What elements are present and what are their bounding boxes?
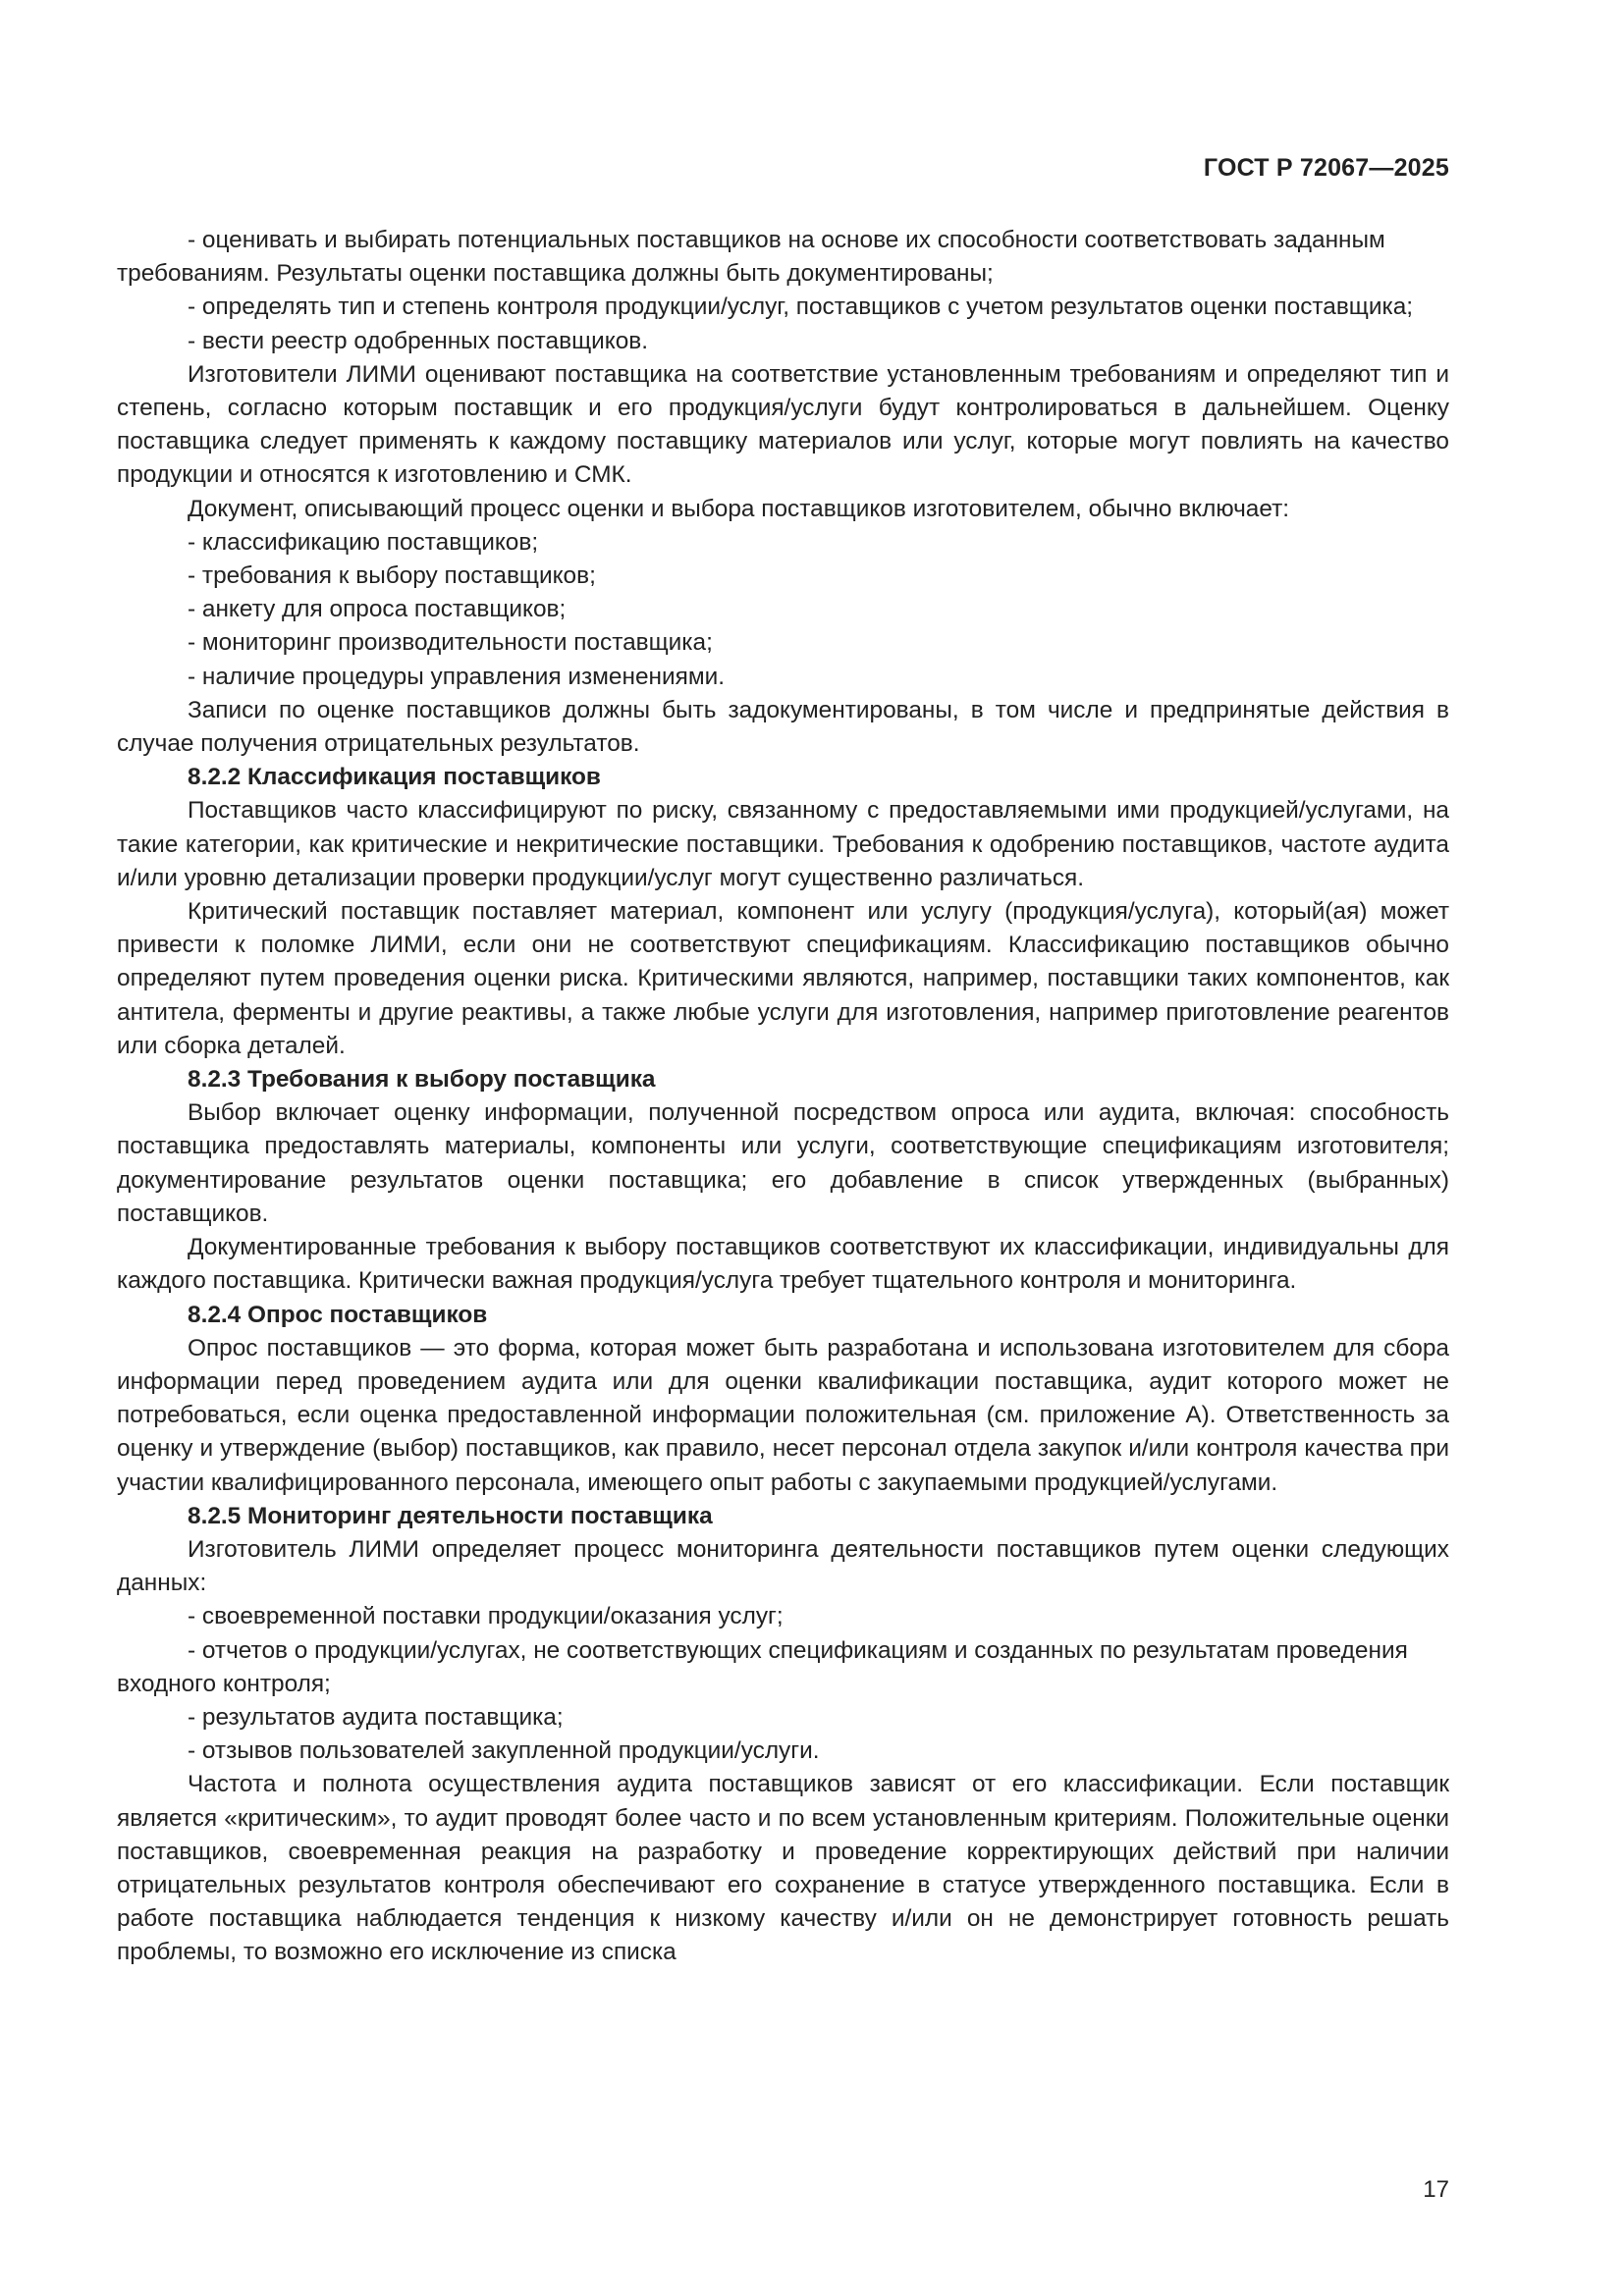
- paragraph: Частота и полнота осуществления аудита поставщиков зависят от его классификации. Если поставщик является «критическим», то аудит проводят более часто и по всем установленным критериям. Положительные оценки поставщиков, своевременная реакция на разработку и проведение корректирующих действий при наличии отрицательных результатов контроля обеспечивают его сохранение в статусе утвержденного поставщика. Если в работе поставщика наблюдается тенденция к низкому качеству и/или он не демонстрирует готовность решать проблемы, то возможно его исключение из списка: [117, 1771, 1449, 1966]
- paragraph: Поставщиков часто классифицируют по риску, связанному с предоставляемыми ими продукцией/услугами, на такие категории, как критические и некритические поставщики. Требования к одобрению поставщиков, частоте аудита и/или уровню детализации проверки продукции/услуг могут существенно различаться.: [117, 797, 1449, 891]
- list-item: - классификацию поставщиков;: [188, 528, 539, 556]
- section-heading: 8.2.4 Опрос поставщиков: [188, 1301, 488, 1328]
- list-item: - определять тип и степень контроля продукции/услуг, поставщиков с учетом результатов оценки поставщика;: [188, 294, 1414, 321]
- list-item: - вести реестр одобренных поставщиков.: [188, 327, 649, 354]
- section-heading: 8.2.3 Требования к выбору поставщика: [188, 1066, 656, 1094]
- list-item: - требования к выбору поставщиков;: [188, 562, 596, 590]
- paragraph: Изготовители ЛИМИ оценивают поставщика на соответствие установленным требованиям и определяют тип и степень, согласно которым поставщик и его продукция/услуги будут контролироваться в дальнейшем. Оценку поставщика следует применять к каждому поставщику материалов или услуг, которые могут повлиять на качество продукции и относятся к изготовлению и СМК.: [117, 360, 1449, 489]
- list-item: - мониторинг производительности поставщика;: [188, 629, 713, 657]
- list-item: - оценивать и выбирать потенциальных поставщиков на основе их способности соответствовать заданным требованиям. Результаты оценки поставщика должны быть документированы;: [117, 227, 1385, 288]
- list-item: - результатов аудита поставщика;: [188, 1703, 564, 1731]
- paragraph: Изготовитель ЛИМИ определяет процесс мониторинга деятельности поставщиков путем оценки следующих данных:: [117, 1535, 1449, 1597]
- paragraph: Документированные требования к выбору поставщиков соответствуют их классификации, индивидуальны для каждого поставщика. Критически важная продукция/услуга требует тщательного контроля и мониторинга.: [117, 1234, 1449, 1295]
- paragraph: Записи по оценке поставщиков должны быть задокументированы, в том числе и предпринятые действия в случае получения отрицательных результатов.: [117, 696, 1449, 758]
- paragraph: Опрос поставщиков — это форма, которая может быть разработана и использована изготовителем для сбора информации перед проведением аудита или для оценки квалификации поставщика, аудит которого может не потребоваться, если оценка предоставленной информации положительная (см. приложение А). Ответственность за оценку и утверждение (выбор) поставщиков, как правило, несет персонал отдела закупок и/или контроля качества при участии квалифицированного персонала, имеющего опыт работы с закупаемыми продукцией/услугами.: [117, 1334, 1449, 1496]
- list-item: - анкету для опроса поставщиков;: [188, 596, 567, 623]
- standard-header: ГОСТ Р 72067—2025: [1203, 154, 1449, 182]
- list-item: - отзывов пользователей закупленной продукции/услуги.: [188, 1737, 820, 1765]
- section-heading: 8.2.5 Мониторинг деятельности поставщика: [188, 1502, 713, 1529]
- paragraph: Выбор включает оценку информации, полученной посредством опроса или аудита, включая: способность поставщика предоставлять материалы, компоненты или услуги, соответствующие спецификациям изготовителя; документирование результатов оценки поставщика; его добавление в список утвержденных (выбранных) поставщиков.: [117, 1099, 1449, 1227]
- paragraph: Критический поставщик поставляет материал, компонент или услугу (продукция/услуга), который(ая) может привести к поломке ЛИМИ, если они не соответствуют спецификациям. Классификацию поставщиков обычно определяют путем проведения оценки риска. Критическими являются, например, поставщики таких компонентов, как антитела, ферменты и другие реактивы, а также любые услуги для изготовления, например приготовление реагентов или сборка деталей.: [117, 898, 1449, 1059]
- document-body: [117, 224, 1449, 1970]
- section-heading: 8.2.2 Классификация поставщиков: [188, 764, 601, 791]
- page-number: 17: [1423, 2176, 1449, 2203]
- paragraph: Документ, описывающий процесс оценки и выбора поставщиков изготовителем, обычно включает:: [188, 495, 1290, 522]
- list-item: - своевременной поставки продукции/оказания услуг;: [188, 1603, 784, 1630]
- list-item: - отчетов о продукции/услугах, не соответствующих спецификациям и созданных по результатам проведения входного контроля;: [117, 1636, 1408, 1697]
- list-item: - наличие процедуры управления изменениями.: [188, 663, 726, 690]
